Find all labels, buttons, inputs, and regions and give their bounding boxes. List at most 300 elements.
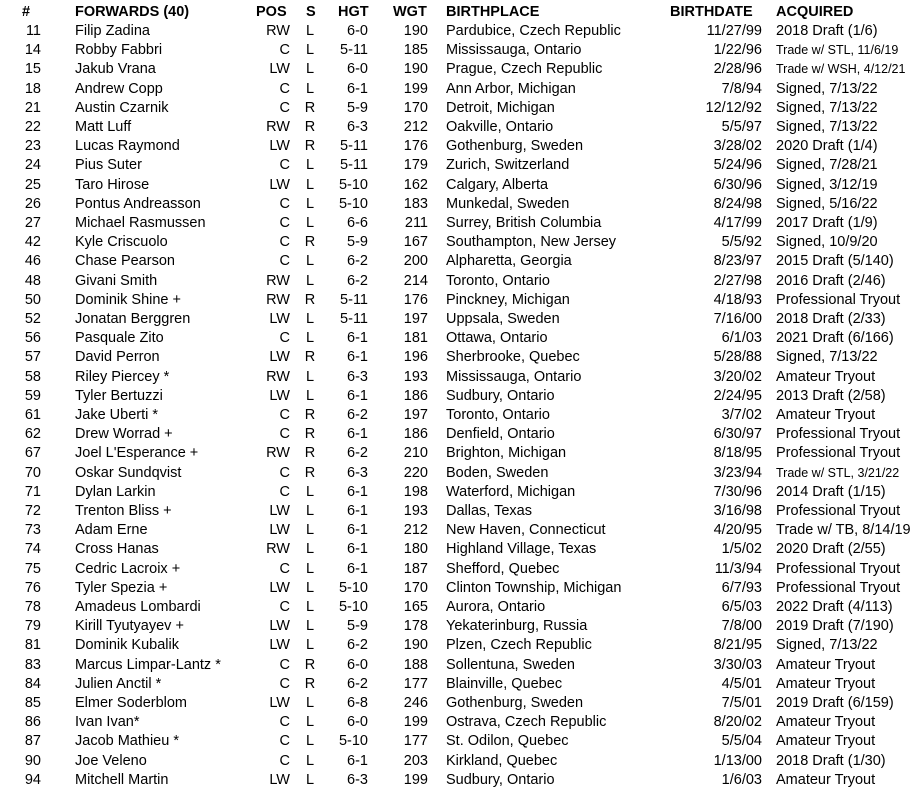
shoots-cell: R [304, 99, 316, 116]
birthdate-cell: 1/5/02 [721, 541, 762, 558]
height-cell: 5-9 [347, 618, 368, 635]
acquired-cell: Professional Tryout [776, 291, 901, 308]
player-name-cell: Trenton Bliss + [75, 503, 172, 519]
weight-cell: 187 [403, 560, 428, 577]
birthplace-cell: Munkedal, Sweden [446, 195, 570, 212]
height-cell: 6-3 [347, 464, 368, 481]
shoots-cell: L [305, 215, 315, 231]
height-cell: 6-1 [347, 80, 368, 97]
birthdate-cell: 7/30/96 [713, 483, 762, 500]
acquired-cell: Amateur Tryout [776, 368, 876, 385]
height-cell: 6-1 [347, 330, 368, 347]
number-cell: 57 [24, 349, 41, 366]
shoots-cell: L [305, 42, 315, 59]
number-cell: 87 [24, 733, 41, 750]
shoots-cell: L [305, 80, 315, 97]
position-cell: C [279, 464, 290, 481]
height-cell: 5-11 [340, 311, 368, 327]
birthdate-cell: 8/18/95 [713, 445, 762, 462]
table-row [0, 540, 919, 559]
weight-cell: 176 [403, 291, 428, 308]
shoots-cell: L [305, 23, 315, 39]
table-row [0, 252, 919, 271]
acquired-cell: 2013 Draft (2/58) [776, 387, 886, 404]
table-row [0, 617, 919, 636]
acquired-cell: Amateur Tryout [776, 771, 876, 788]
player-name-cell: Marcus Limpar-Lantz * [75, 656, 221, 673]
shoots-cell: R [304, 675, 316, 692]
table-header-row [0, 3, 919, 22]
weight-cell: 212 [403, 119, 428, 135]
birthplace-cell: Prague, Czech Republic [446, 61, 603, 78]
birthplace-cell: Aurora, Ontario [446, 599, 546, 615]
birthdate-cell: 3/28/02 [713, 138, 762, 155]
birthdate-cell: 6/30/97 [713, 426, 762, 443]
number-cell: 94 [24, 771, 41, 788]
birthdate-cell: 2/24/95 [713, 387, 762, 404]
table-row [0, 444, 919, 463]
weight-cell: 211 [404, 215, 428, 231]
height-cell: 6-2 [347, 272, 368, 289]
weight-cell: 220 [403, 464, 428, 481]
position-cell: LW [269, 522, 290, 539]
birthdate-cell: 4/20/95 [713, 522, 762, 539]
position-cell: C [279, 733, 290, 750]
table-row [0, 483, 919, 502]
player-name-cell: Jacob Mathieu * [75, 733, 179, 750]
height-cell: 5-11 [340, 291, 368, 308]
height-cell: 6-3 [347, 771, 368, 788]
position-cell: C [279, 80, 290, 97]
position-cell: RW [266, 541, 290, 558]
shoots-cell: L [305, 560, 315, 577]
weight-cell: 199 [403, 80, 428, 97]
weight-cell: 170 [403, 99, 428, 116]
player-name-cell: Andrew Copp [75, 80, 163, 97]
height-cell: 6-2 [347, 253, 368, 270]
height-cell: 5-10 [338, 579, 368, 596]
birthdate-cell: 12/12/92 [705, 99, 762, 116]
birthdate-cell: 6/5/03 [721, 599, 762, 615]
position-cell: C [279, 599, 290, 615]
position-cell: RW [266, 23, 290, 39]
acquired-cell: 2019 Draft (7/190) [776, 618, 894, 635]
table-row [0, 233, 919, 252]
birthdate-cell: 2/27/98 [713, 272, 762, 289]
position-cell: C [279, 560, 290, 577]
position-cell: LW [269, 771, 290, 788]
header-height: HGT [338, 4, 369, 20]
table-row [0, 60, 919, 79]
table-row [0, 560, 919, 579]
table-row [0, 425, 919, 444]
birthplace-cell: Gothenburg, Sweden [446, 138, 584, 155]
birthplace-cell: Gothenburg, Sweden [446, 695, 584, 711]
height-cell: 6-2 [347, 445, 368, 462]
acquired-cell: Amateur Tryout [776, 675, 876, 692]
birthplace-cell: Sudbury, Ontario [446, 771, 555, 788]
birthplace-cell: Pinckney, Michigan [446, 291, 570, 308]
acquired-cell: Professional Tryout [776, 503, 901, 519]
player-name-cell: Ivan Ivan* [75, 714, 140, 731]
birthdate-cell: 7/8/94 [721, 80, 762, 97]
number-cell: 81 [24, 637, 41, 654]
acquired-cell: Signed, 7/13/22 [776, 349, 878, 366]
number-cell: 18 [24, 80, 41, 97]
birthplace-cell: Mississauga, Ontario [446, 42, 582, 59]
height-cell: 5-11 [340, 157, 368, 174]
birthdate-cell: 3/23/94 [713, 464, 762, 481]
acquired-cell: 2014 Draft (1/15) [776, 483, 886, 500]
weight-cell: 186 [403, 387, 428, 404]
birthplace-cell: Uppsala, Sweden [446, 311, 560, 327]
birthdate-cell: 4/18/93 [713, 291, 762, 308]
player-name-cell: Givani Smith [75, 272, 158, 289]
height-cell: 6-1 [347, 560, 368, 577]
position-cell: C [279, 195, 290, 212]
shoots-cell: R [304, 291, 316, 308]
birthdate-cell: 1/6/03 [721, 771, 762, 788]
weight-cell: 188 [403, 656, 428, 673]
position-cell: C [279, 215, 290, 231]
height-cell: 5-9 [347, 234, 368, 251]
player-name-cell: Pius Suter [75, 157, 142, 174]
weight-cell: 170 [403, 579, 428, 596]
acquired-cell: Signed, 7/13/22 [776, 637, 878, 654]
acquired-cell: 2018 Draft (1/30) [776, 752, 886, 769]
position-cell: RW [266, 291, 290, 308]
weight-cell: 190 [403, 23, 428, 39]
player-name-cell: Mitchell Martin [75, 771, 169, 788]
table-row [0, 387, 919, 406]
acquired-cell: Trade w/ STL, 3/21/22 [776, 465, 900, 480]
position-cell: C [279, 752, 290, 769]
birthdate-cell: 7/5/01 [721, 695, 762, 711]
position-cell: C [279, 42, 290, 59]
table-row [0, 579, 919, 598]
weight-cell: 246 [403, 695, 428, 711]
shoots-cell: L [305, 503, 315, 519]
player-name-cell: Michael Rasmussen [75, 215, 206, 231]
shoots-cell: L [305, 311, 315, 327]
height-cell: 6-1 [347, 752, 368, 769]
position-cell: LW [269, 637, 290, 654]
weight-cell: 198 [403, 483, 428, 500]
birthplace-cell: Mississauga, Ontario [446, 368, 582, 385]
acquired-cell: Signed, 7/13/22 [776, 119, 878, 135]
birthplace-cell: Highland Village, Texas [446, 541, 597, 558]
birthdate-cell: 5/5/92 [721, 234, 762, 251]
number-cell: 56 [24, 330, 41, 347]
height-cell: 6-0 [347, 714, 368, 731]
player-name-cell: Dominik Shine + [75, 291, 181, 308]
birthplace-cell: Ann Arbor, Michigan [446, 80, 576, 97]
shoots-cell: L [305, 157, 315, 174]
table-row [0, 464, 919, 483]
weight-cell: 177 [403, 733, 428, 750]
birthplace-cell: Waterford, Michigan [446, 483, 576, 500]
table-row [0, 502, 919, 521]
table-row [0, 752, 919, 771]
shoots-cell: L [305, 387, 315, 404]
table-row [0, 137, 919, 156]
birthplace-cell: Pardubice, Czech Republic [446, 23, 621, 39]
birthplace-cell: Sollentuna, Sweden [446, 656, 575, 673]
acquired-cell: Professional Tryout [776, 560, 901, 577]
weight-cell: 190 [403, 61, 428, 78]
birthplace-cell: Zurich, Switzerland [446, 157, 570, 174]
position-cell: C [279, 157, 290, 174]
height-cell: 6-1 [347, 349, 368, 366]
number-cell: 73 [24, 522, 41, 539]
birthplace-cell: Plzen, Czech Republic [446, 637, 592, 654]
table-row [0, 636, 919, 655]
birthplace-cell: Sudbury, Ontario [446, 387, 555, 404]
number-cell: 26 [24, 195, 41, 212]
weight-cell: 179 [403, 157, 428, 174]
acquired-cell: 2020 Draft (2/55) [776, 541, 886, 558]
shoots-cell: R [304, 407, 316, 423]
shoots-cell: L [305, 253, 315, 270]
birthplace-cell: Oakville, Ontario [446, 119, 554, 135]
weight-cell: 210 [403, 445, 428, 462]
shoots-cell: L [305, 733, 315, 750]
table-row [0, 771, 919, 790]
acquired-cell: Signed, 7/28/21 [776, 157, 878, 174]
acquired-cell: 2021 Draft (6/166) [776, 330, 894, 347]
birthplace-cell: Clinton Township, Michigan [446, 579, 622, 596]
birthdate-cell: 2/28/96 [713, 61, 762, 78]
player-name-cell: Pasquale Zito [75, 330, 164, 347]
number-cell: 23 [24, 138, 41, 155]
position-cell: LW [269, 176, 290, 193]
player-name-cell: Julien Anctil * [75, 675, 162, 692]
birthplace-cell: Blainville, Quebec [446, 675, 563, 692]
weight-cell: 196 [403, 349, 428, 366]
shoots-cell: R [304, 234, 316, 251]
acquired-cell: 2019 Draft (6/159) [776, 695, 894, 711]
birthplace-cell: Ottawa, Ontario [446, 330, 548, 347]
height-cell: 6-8 [347, 695, 368, 711]
player-name-cell: Adam Erne [75, 522, 148, 539]
table-row [0, 598, 919, 617]
player-name-cell: Austin Czarnik [75, 99, 169, 116]
player-name-cell: Chase Pearson [75, 253, 175, 270]
weight-cell: 190 [403, 637, 428, 654]
player-name-cell: Tyler Bertuzzi [75, 387, 163, 404]
player-name-cell: Cedric Lacroix + [75, 560, 181, 577]
weight-cell: 167 [403, 234, 428, 251]
table-row [0, 368, 919, 387]
table-row [0, 195, 919, 214]
number-cell: 11 [25, 23, 41, 39]
position-cell: LW [269, 349, 290, 366]
birthplace-cell: Surrey, British Columbia [446, 215, 602, 231]
birthplace-cell: Dallas, Texas [446, 503, 532, 519]
acquired-cell: 2018 Draft (2/33) [776, 311, 886, 327]
header-position: POS [256, 4, 287, 20]
birthdate-cell: 5/5/04 [721, 733, 762, 750]
player-name-cell: Pontus Andreasson [75, 195, 201, 212]
player-name-cell: Jake Uberti * [75, 407, 159, 423]
position-cell: C [279, 253, 290, 270]
birthdate-cell: 1/22/96 [713, 42, 762, 59]
weight-cell: 197 [403, 407, 428, 423]
weight-cell: 212 [403, 522, 428, 539]
shoots-cell: R [304, 349, 316, 366]
weight-cell: 186 [403, 426, 428, 443]
height-cell: 6-0 [347, 23, 368, 39]
player-name-cell: David Perron [75, 349, 160, 366]
birthplace-cell: Kirkland, Quebec [446, 752, 558, 769]
number-cell: 52 [24, 311, 41, 327]
weight-cell: 177 [403, 675, 428, 692]
birthdate-cell: 4/17/99 [713, 215, 762, 231]
acquired-cell: Amateur Tryout [776, 656, 876, 673]
shoots-cell: L [305, 483, 315, 500]
header-shoots: S [306, 4, 316, 20]
birthplace-cell: Brighton, Michigan [446, 445, 567, 462]
height-cell: 6-2 [347, 675, 368, 692]
table-row [0, 656, 919, 675]
weight-cell: 199 [403, 714, 428, 731]
player-name-cell: Joe Veleno [75, 752, 147, 769]
shoots-cell: L [305, 368, 315, 385]
weight-cell: 203 [403, 752, 428, 769]
position-cell: C [279, 426, 290, 443]
header-acquired: ACQUIRED [776, 4, 854, 20]
weight-cell: 176 [403, 138, 428, 155]
position-cell: RW [266, 272, 290, 289]
height-cell: 6-1 [347, 541, 368, 558]
table-row [0, 291, 919, 310]
table-row [0, 80, 919, 99]
player-name-cell: Matt Luff [75, 119, 132, 135]
number-cell: 27 [24, 215, 41, 231]
height-cell: 6-2 [347, 637, 368, 654]
shoots-cell: L [305, 752, 315, 769]
height-cell: 6-1 [347, 522, 368, 539]
number-cell: 90 [24, 752, 41, 769]
position-cell: C [279, 234, 290, 251]
height-cell: 6-6 [347, 215, 368, 231]
player-name-cell: Dylan Larkin [75, 483, 156, 500]
height-cell: 6-1 [347, 387, 368, 404]
acquired-cell: Amateur Tryout [776, 714, 876, 731]
shoots-cell: R [304, 656, 316, 673]
number-cell: 25 [24, 176, 41, 193]
shoots-cell: L [305, 541, 315, 558]
position-cell: LW [269, 61, 290, 78]
table-row [0, 732, 919, 751]
acquired-cell: 2022 Draft (4/113) [776, 599, 893, 615]
position-cell: RW [266, 119, 290, 135]
birthdate-cell: 5/5/97 [721, 119, 762, 135]
birthdate-cell: 8/20/02 [713, 714, 762, 731]
birthdate-cell: 3/20/02 [713, 368, 762, 385]
birthdate-cell: 7/8/00 [721, 618, 762, 635]
acquired-cell: Signed, 3/12/19 [776, 176, 878, 193]
table-row [0, 329, 919, 348]
header-birthdate: BIRTHDATE [670, 4, 753, 20]
player-name-cell: Kirill Tyutyayev + [75, 618, 184, 635]
number-cell: 85 [24, 695, 41, 711]
acquired-cell: Signed, 7/13/22 [776, 99, 878, 116]
weight-cell: 199 [403, 771, 428, 788]
shoots-cell: R [304, 464, 316, 481]
shoots-cell: L [305, 599, 315, 615]
position-cell: C [279, 675, 290, 692]
birthplace-cell: Boden, Sweden [446, 464, 549, 481]
shoots-cell: L [305, 714, 315, 731]
acquired-cell: Professional Tryout [776, 445, 901, 462]
position-cell: C [279, 714, 290, 731]
player-name-cell: Robby Fabbri [75, 42, 163, 59]
birthdate-cell: 5/28/88 [713, 349, 762, 366]
birthdate-cell: 6/7/93 [721, 579, 762, 596]
table-row [0, 41, 919, 60]
birthplace-cell: New Haven, Connecticut [446, 522, 606, 539]
number-cell: 75 [24, 560, 41, 577]
birthdate-cell: 6/1/03 [721, 330, 762, 347]
birthdate-cell: 1/13/00 [713, 752, 762, 769]
acquired-cell: 2015 Draft (5/140) [776, 253, 894, 270]
acquired-cell: 2017 Draft (1/9) [776, 215, 878, 231]
position-cell: C [279, 407, 290, 423]
birthplace-cell: Calgary, Alberta [446, 176, 549, 193]
number-cell: 59 [24, 387, 41, 404]
shoots-cell: L [305, 61, 315, 78]
number-cell: 71 [24, 483, 41, 500]
acquired-cell: Trade w/ STL, 11/6/19 [776, 43, 899, 58]
position-cell: C [279, 99, 290, 116]
number-cell: 83 [24, 656, 41, 673]
birthdate-cell: 3/16/98 [713, 503, 762, 519]
shoots-cell: L [305, 771, 315, 788]
player-name-cell: Drew Worrad + [75, 426, 173, 443]
birthplace-cell: Detroit, Michigan [446, 99, 555, 116]
weight-cell: 162 [403, 176, 428, 193]
number-cell: 70 [24, 464, 41, 481]
number-cell: 67 [24, 445, 41, 462]
weight-cell: 181 [403, 330, 428, 347]
height-cell: 5-11 [340, 138, 368, 155]
number-cell: 61 [24, 407, 41, 423]
player-name-cell: Kyle Criscuolo [75, 234, 168, 251]
player-name-cell: Joel L'Esperance + [75, 445, 199, 462]
height-cell: 5-10 [338, 733, 368, 750]
number-cell: 62 [24, 426, 41, 443]
table-row [0, 348, 919, 367]
birthdate-cell: 3/7/02 [721, 407, 762, 423]
acquired-cell: Amateur Tryout [776, 733, 876, 750]
birthplace-cell: Alpharetta, Georgia [446, 253, 572, 270]
number-cell: 58 [24, 368, 41, 385]
number-cell: 42 [24, 234, 41, 251]
birthplace-cell: Yekaterinburg, Russia [446, 618, 588, 635]
birthdate-cell: 4/5/01 [721, 675, 762, 692]
number-cell: 78 [24, 599, 41, 615]
birthdate-cell: 6/30/96 [713, 176, 762, 193]
player-name-cell: Tyler Spezia + [75, 579, 168, 596]
weight-cell: 193 [403, 503, 428, 519]
weight-cell: 178 [403, 618, 428, 635]
header-birthplace: BIRTHPLACE [446, 4, 540, 20]
shoots-cell: L [305, 579, 315, 596]
height-cell: 6-3 [347, 119, 368, 135]
player-name-cell: Dominik Kubalik [75, 637, 179, 654]
position-cell: LW [269, 311, 290, 327]
